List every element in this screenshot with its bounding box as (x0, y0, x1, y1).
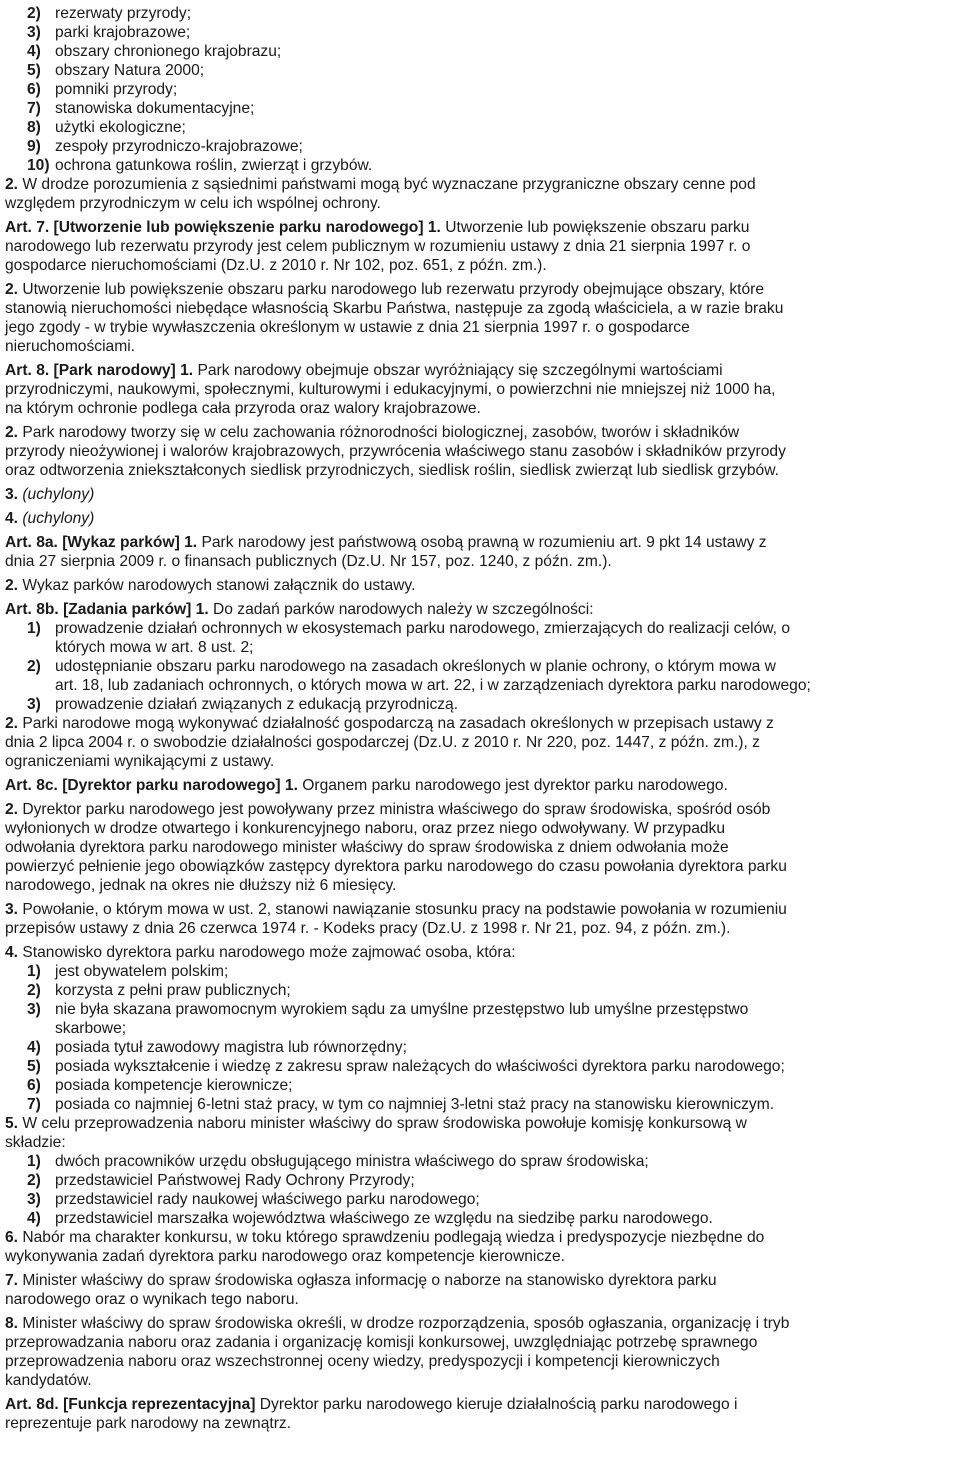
list-item-number: 6) (27, 1077, 41, 1094)
article-8c-paragraph-8: 8. Minister właściwy do spraw środowiska określi, w drodze rozporządzenia, sposób ogłaszania, organizację i tryb przeprowadzania naboru oraz zadania i organizację komisji konkursowej, uwzględniając potrzebę sprawnego przeprowadzenia naboru oraz wszechstronnej oceny wiedzy, predyspozycji i kompetencji kierowniczych kandydatów. (5, 1315, 790, 1389)
list-item (27, 1095, 953, 1114)
article-8a-paragraph-2: 2. Wykaz parków narodowych stanowi załącznik do ustawy. (5, 577, 416, 594)
list-item-number: 6) (27, 81, 41, 98)
article-8c-paragraph-7: 7. Minister właściwy do spraw środowiska ogłasza informację o naborze na stanowisko dyrektora parku narodowego oraz o wynikach tego naboru. (5, 1272, 717, 1308)
list-item-text: pomniki przyrody; (55, 81, 178, 98)
list-item-text: ochrona gatunkowa roślin, zwierząt i grzybów. (55, 157, 373, 174)
list-item-text: użytki ekologiczne; (55, 119, 186, 136)
article-label: Art. 8a. (5, 534, 58, 551)
list-item-text: rezerwaty przyrody; (55, 5, 192, 22)
list-item-number: 2) (27, 982, 41, 999)
article-8d: Art. 8d. [Funkcja reprezentacyjna] Dyrektor parku narodowego kieruje działalnością parku narodowego i reprezentuje park narodowy na zewnątrz. (5, 1396, 738, 1432)
article-8c-paragraph-5: 5. W celu przeprowadzenia naboru minister właściwy do spraw środowiska powołuje komisję konkursową w składzie: 1) dwóch pracowników urzędu obsługującego ministra właściwego do spraw środowiska; 2) przedstawiciel Państwowej Rady Ochrony Przyrody; 3) przedstawiciel rady naukowej właściwego parku narodowego; 4) przedstawiciel marszałka województwa właściwego ze względu na siedzibę parku narodowego. (5, 1114, 953, 1228)
list-item-number: 3) (27, 1001, 41, 1018)
article-8c-paragraph-4: 4. Stanowisko dyrektora parku narodowego może zajmować osoba, która: 1) jest obywatelem polskim; 2) korzysta z pełni praw publicznych; 3) nie była skazana prawomocnym wyrokiem sądu za umyślne przestępstwo lub umyślne przestępstwo skarbowe; 4) posiada tytuł zawodowy magistra lub równorzędny; 5) posiada wykształcenie i wiedzę z zakresu spraw należących do właściwości dyrektora parku narodowego; 6) posiada kompetencje kierownicze; 7) posiada co najmniej 6-letni staż pracy, w tym co najmniej 3-letni staż pracy na stanowisku kierowniczym. (5, 943, 953, 1114)
list-item (27, 1076, 953, 1095)
list-item-text: dwóch pracowników urzędu obsługującego ministra właściwego do spraw środowiska; (55, 1153, 649, 1170)
list-item-text: skarbowe; (55, 1020, 127, 1037)
article-7-paragraph-2: 2. Utworzenie lub powiększenie obszaru parku narodowego lub rezerwatu przyrody obejmujące obszary, które stanowią nieruchomości niebędące własnością Skarbu Państwa, następuje za zgodą właściciela, a w razie braku jego zgody - w trybie wywłaszczenia określonym w ustawie z dnia 21 sierpnia 1997 r. o gospodarce nieruchomościami. (5, 281, 784, 355)
list-item (27, 42, 953, 61)
list-item (27, 1171, 953, 1190)
article-label: Art. 8c. (5, 777, 58, 794)
article-8c-paragraph-6: 6. Nabór ma charakter konkursu, w toku którego sprawdzeniu podlegają wiedza i predyspozycje niezbędne do wykonywania zadań dyrektora parku narodowego oraz kompetencje kierownicze. (5, 1229, 765, 1265)
article-8-paragraph-4: 4. (uchylony) (5, 510, 95, 527)
list-item-text: obszary Natura 2000; (55, 62, 205, 79)
list-item-number: 9) (27, 138, 41, 155)
article-7: Art. 7. [Utworzenie lub powiększenie parku narodowego] 1. Utworzenie lub powiększenie obszaru parku narodowego lub rezerwatu przyrody jest celem publicznym w rozumieniu ustawy z dnia 21 sierpnia 1997 r. o gospodarce nieruchomościami (Dz.U. z 2010 r. Nr 102, poz. 651, z późn. zm.). 2. Utworzenie lub powiększenie obszaru parku narodowego lub rezerwatu przyrody obejmujące obszary, które stanowią nieruchomości niebędące własnością Skarbu Państwa, następuje za zgodą właściciela, a w razie braku jego zgody - w trybie wywłaszczenia określonym w ustawie z dnia 21 sierpnia 1997 r. o gospodarce nieruchomościami. (5, 218, 953, 356)
list-item-text: posiada co najmniej 6-letni staż pracy, w tym co najmniej 3-letni staż pracy na stanowisku kierowniczym. (55, 1096, 775, 1113)
list-item (27, 156, 953, 175)
list-item-number: 8) (27, 119, 41, 136)
article-8: Art. 8. [Park narodowy] 1. Park narodowy obejmuje obszar wyróżniający się szczególnymi wartościami przyrodniczymi, naukowymi, społecznymi, kulturowymi i edukacyjnymi, o powierzchni nie mniejszej niż 1000 ha, na którym ochronie podlega cała przyroda oraz walory krajobrazowe. 2. Park narodowy tworzy się w celu zachowania różnorodności biologicznej, zasobów, tworów i składników przyrody nieożywionej i walorów krajobrazowych, przywrócenia właściwego stanu zasobów i składników przyrody oraz odtworzenia zniekształconych siedlisk przyrodniczych, siedlisk roślin, siedlisk zwierząt lub siedlisk grzybów. 3. (uchylony) 4. (uchylony) (5, 361, 953, 528)
list-item: 3) prowadzenie działań związanych z edukacją przyrodniczą. (27, 696, 459, 713)
article-label: Art. 8b. (5, 601, 59, 618)
commission-list (5, 1152, 953, 1228)
list-item (27, 1000, 953, 1019)
article-title: [Wykaz parków] (62, 534, 180, 551)
list-item (27, 1057, 953, 1076)
list-item-number: 2) (27, 5, 41, 22)
art-6-paragraph-2: 2. W drodze porozumienia z sąsiednimi państwami mogą być wyznaczane przygraniczne obszary cenne pod względem przyrodniczym w celu ich wspólnej ochrony. (5, 176, 756, 212)
list-item-number: 5) (27, 62, 41, 79)
list-item-text: zespoły przyrodniczo-krajobrazowe; (55, 138, 303, 155)
list-item-text: jest obywatelem polskim; (55, 963, 229, 980)
article-8b: Art. 8b. [Zadania parków] 1. Do zadań parków narodowych należy w szczególności: 1) prowadzenie działań ochronnych w ekosystemach parku narodowego, zmierzających do realizacji celów, o których mowa w art. 8 ust. 2; 2) udostępnianie obszaru parku narodowego na zasadach określonych w planie ochrony, o którym mowa w art. 18, lub zadaniach ochronnych, o których mowa w art. 22, i w zarządzeniach dyrektora parku narodowego; 3) prowadzenie działań związanych z edukacją przyrodniczą. 2. Parki narodowe mogą wykonywać działalność gospodarczą na zasadach określonych w przepisach ustawy z dnia 2 lipca 2004 r. o swobodzie działalności gospodarczej (Dz.U. z 2010 r. Nr 220, poz. 1447, z późn. zm.), z ograniczeniami wynikającymi z ustawy. (5, 600, 953, 771)
article-8c: Art. 8c. [Dyrektor parku narodowego] 1. Organem parku narodowego jest dyrektor parku narodowego. 2. Dyrektor parku narodowego jest powoływany przez ministra właściwego do spraw środowiska, spośród osób wyłonionych w drodze otwartego i konkurencyjnego naboru, oraz przez niego odwoływany. W przypadku odwołania dyrektora parku narodowego minister właściwy do spraw środowiska z dniem odwołania może powierzyć pełnienie jego obowiązków zastępcy dyrektora parku narodowego do czasu powołania dyrektora parku narodowego, jednak na okres nie dłuższy niż 6 miesięcy. 3. Powołanie, o którym mowa w ust. 2, stanowi nawiązanie stosunku pracy na podstawie powołania w rozumieniu przepisów ustawy z dnia 26 czerwca 1974 r. - Kodeks pracy (Dz.U. z 1998 r. Nr 21, poz. 94, z późn. zm.). 4. Stanowisko dyrektora parku narodowego może zajmować osoba, która: 1) jest obywatelem polskim; 2) korzysta z pełni praw publicznych; 3) nie była skazana prawomocnym wyrokiem sądu za umyślne przestępstwo lub umyślne przestępstwo skarbowe; 4) posiada tytuł zawodowy magistra lub równorzędny; 5) posiada wykształcenie i wiedzę z zakresu spraw należących do właściwości dyrektora parku narodowego; 6) posiada kompetencje kierownicze; 7) posiada co najmniej 6-letni staż pracy, w tym co najmniej 3-letni staż pracy na stanowisku kierowniczym. 5. W celu przeprowadzenia naboru minister właściwy do spraw środowiska powołuje komisję konkursową w składzie: 1) dwóch pracowników urzędu obsługującego ministra właściwego do spraw środowiska; 2) przedstawiciel Państwowej Rady Ochrony Przyrody; 3) przedstawiciel rady naukowej właściwego parku narodowego; 4) przedstawiciel marszałka województwa właściwego ze względu na siedzibę parku narodowego. 6. Nabór ma charakter konkursu, w toku którego sprawdzeniu podlegają wiedza i predyspozycje niezbędne do wykonywania zadań dyrektora parku narodowego oraz kompetencje kierownicze. 7. Minister właściwy do spraw środowiska ogłasza informację o naborze na stanowisko dyrektora parku narodowego oraz o wynikach tego naboru. 8. Minister właściwy do spraw środowiska określi, w drodze rozporządzenia, sposób ogłaszania, organizację i tryb przeprowadzania naboru oraz zadania i organizację komisji konkursowej, uwzględniając potrzebę sprawnego przeprowadzenia naboru oraz wszechstronnej oceny wiedzy, predyspozycji i kompetencji kierowniczych kandydatów. (5, 776, 953, 1390)
list-item-text: korzysta z pełni praw publicznych; (55, 982, 291, 999)
list-item (27, 981, 953, 1000)
article-title: [Park narodowy] (53, 362, 176, 379)
list-item-text: obszary chronionego krajobrazu; (55, 43, 282, 60)
list-item-text: posiada wykształcenie i wiedzę z zakresu spraw należących do właściwości dyrektora parku narodowego; (55, 1058, 785, 1075)
protection-forms-list (5, 4, 953, 175)
list-item (27, 1038, 953, 1057)
list-item (27, 4, 953, 23)
list-item (27, 1209, 953, 1228)
list-item (27, 137, 953, 156)
list-item (27, 1190, 953, 1209)
article-title: [Zadania parków] (63, 601, 192, 618)
list-item-text: przedstawiciel marszałka województwa właściwego ze względu na siedzibę parku narodowego. (55, 1210, 713, 1227)
list-item-number: 1) (27, 963, 41, 980)
article-8c-paragraph-3: 3. Powołanie, o którym mowa w ust. 2, stanowi nawiązanie stosunku pracy na podstawie powołania w rozumieniu przepisów ustawy z dnia 26 czerwca 1974 r. - Kodeks pracy (Dz.U. z 1998 r. Nr 21, poz. 94, z późn. zm.). (5, 901, 787, 937)
article-8-paragraph-3: 3. (uchylony) (5, 486, 95, 503)
article-label: Art. 8d. (5, 1396, 59, 1413)
article-title: [Funkcja reprezentacyjna] (63, 1396, 256, 1413)
list-item-number: 7) (27, 100, 41, 117)
article-8b-paragraph-2: 2. Parki narodowe mogą wykonywać działalność gospodarczą na zasadach określonych w przepisach ustawy z dnia 2 lipca 2004 r. o swobodzie działalności gospodarczej (Dz.U. z 2010 r. Nr 220, poz. 1447, z późn. zm.), z ograniczeniami wynikającymi z ustawy. (5, 715, 774, 770)
list-item: 1) prowadzenie działań ochronnych w ekosystemach parku narodowego, zmierzających do realizacji celów, o (27, 620, 791, 637)
list-item-number: 3) (27, 1191, 41, 1208)
tasks-list: 1) prowadzenie działań ochronnych w ekosystemach parku narodowego, zmierzających do realizacji celów, o których mowa w art. 8 ust. 2; 2) udostępnianie obszaru parku narodowego na zasadach określonych w planie ochrony, o którym mowa w art. 18, lub zadaniach ochronnych, o których mowa w art. 22, i w zarządzeniach dyrektora parku narodowego; 3) prowadzenie działań związanych z edukacją przyrodniczą. (5, 619, 953, 714)
article-8-paragraph-2: 2. Park narodowy tworzy się w celu zachowania różnorodności biologicznej, zasobów, tworów i składników przyrody nieożywionej i walorów krajobrazowych, przywrócenia właściwego stanu zasobów i składników przyrody oraz odtworzenia zniekształconych siedlisk przyrodniczych, siedlisk roślin, siedlisk zwierząt lub siedlisk grzybów. (5, 424, 786, 479)
list-item-number: 4) (27, 1210, 41, 1227)
list-item-number: 4) (27, 43, 41, 60)
article-title: [Dyrektor parku narodowego] (62, 777, 281, 794)
list-item (27, 80, 953, 99)
list-item-number: 4) (27, 1039, 41, 1056)
list-item-number: 10) (27, 157, 50, 174)
list-item-number: 7) (27, 1096, 41, 1113)
list-item-number: 1) (27, 1153, 41, 1170)
list-item-text: parki krajobrazowe; (55, 24, 191, 41)
list-item-number (27, 1019, 55, 1038)
list-item (27, 61, 953, 80)
list-item (27, 962, 953, 981)
list-item (27, 1152, 953, 1171)
list-item: 2) udostępnianie obszaru parku narodowego na zasadach określonych w planie ochrony, o którym mowa w (27, 658, 776, 675)
list-item-number: 3) (27, 24, 41, 41)
list-item-text: posiada kompetencje kierownicze; (55, 1077, 293, 1094)
article-8c-paragraph-2: 2. Dyrektor parku narodowego jest powoływany przez ministra właściwego do spraw środowiska, spośród osób wyłonionych w drodze otwartego i konkurencyjnego naboru, oraz przez niego odwoływany. W przypadku odwołania dyrektora parku narodowego minister właściwy do spraw środowiska z dniem odwołania może powierzyć pełnienie jego obowiązków zastępcy dyrektora parku narodowego do czasu powołania dyrektora parku narodowego, jednak na okres nie dłuższy niż 6 miesięcy. (5, 801, 787, 894)
list-item-number: 2) (27, 1172, 41, 1189)
list-item-text: stanowiska dokumentacyjne; (55, 100, 255, 117)
article-label: Art. 7. (5, 219, 50, 236)
list-item-text: nie była skazana prawomocnym wyrokiem sądu za umyślne przestępstwo lub umyślne przestępstwo (55, 1001, 749, 1018)
list-item (27, 118, 953, 137)
list-item-text: przedstawiciel Państwowej Rady Ochrony Przyrody; (55, 1172, 415, 1189)
document-page (5, 4, 953, 1433)
list-item (55, 1019, 953, 1038)
list-item-text: posiada tytuł zawodowy magistra lub równorzędny; (55, 1039, 407, 1056)
list-item-number: 5) (27, 1058, 41, 1075)
article-title: [Utworzenie lub powiększenie parku narodowego] (53, 219, 424, 236)
list-item (27, 99, 953, 118)
article-label: Art. 8. (5, 362, 50, 379)
list-item (27, 23, 953, 42)
requirements-list (5, 962, 953, 1114)
article-8a: Art. 8a. [Wykaz parków] 1. Park narodowy jest państwową osobą prawną w rozumieniu art. 9 pkt 14 ustawy z dnia 27 sierpnia 2009 r. o finansach publicznych (Dz.U. Nr 157, poz. 1240, z późn. zm.). 2. Wykaz parków narodowych stanowi załącznik do ustawy. (5, 533, 953, 595)
list-item-text: przedstawiciel rady naukowej właściwego parku narodowego; (55, 1191, 480, 1208)
